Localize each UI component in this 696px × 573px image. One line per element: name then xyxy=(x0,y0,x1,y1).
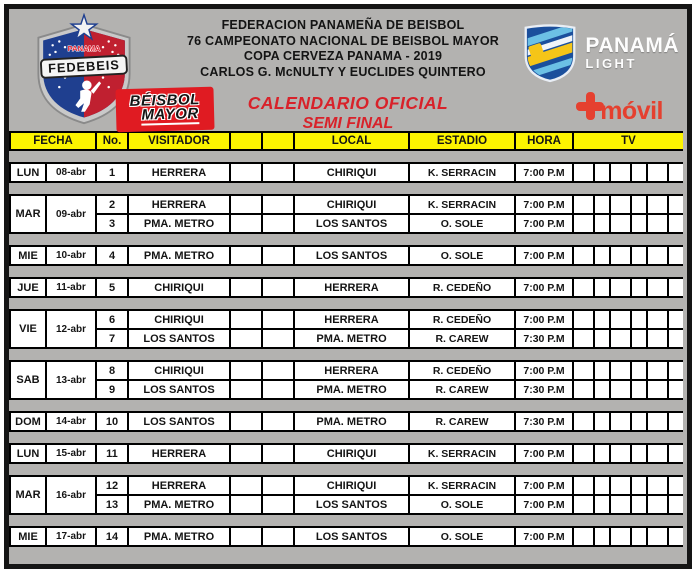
tv-box xyxy=(574,362,593,379)
score-box xyxy=(263,279,293,296)
game-number-cell: 5 xyxy=(97,279,127,296)
tv-box xyxy=(595,279,609,296)
score-box xyxy=(231,196,261,213)
local-cell: PMA. METRO xyxy=(295,330,408,347)
tv-box xyxy=(611,528,630,545)
score-box xyxy=(231,330,261,347)
tv-box xyxy=(669,496,683,513)
local-cell: CHIRIQUI xyxy=(295,164,408,181)
score-box xyxy=(263,196,293,213)
tv-box xyxy=(648,477,667,494)
hora-cell: 7:00 P.M xyxy=(516,496,572,513)
score-box xyxy=(263,311,293,328)
visitador-cell: CHIRIQUI xyxy=(129,362,229,379)
estadio-cell: K. SERRACIN xyxy=(410,477,514,494)
tv-box xyxy=(574,311,593,328)
tv-box xyxy=(611,279,630,296)
hora-cell: 7:30 P.M xyxy=(516,330,572,347)
header-score-box xyxy=(263,133,293,149)
tv-box xyxy=(611,247,630,264)
tv-box xyxy=(669,330,683,347)
hora-cell: 7:00 P.M xyxy=(516,196,572,213)
visitador-cell: HERRERA xyxy=(129,445,229,462)
panama-light-logo xyxy=(522,21,679,83)
hora-cell: 7:00 P.M xyxy=(516,215,572,232)
date-cell: 10-abr xyxy=(47,247,95,264)
visitador-cell: PMA. METRO xyxy=(129,528,229,545)
tv-box xyxy=(632,496,646,513)
game-number-cell: 13 xyxy=(97,496,127,513)
tv-box xyxy=(632,477,646,494)
federation-titles xyxy=(159,18,527,80)
schedule-header-row xyxy=(9,131,683,151)
score-box xyxy=(263,496,293,513)
movil-logo xyxy=(575,91,663,126)
tv-box xyxy=(595,311,609,328)
tv-box xyxy=(595,381,609,398)
day-cell: VIE xyxy=(11,311,45,347)
score-box xyxy=(231,413,261,430)
score-box xyxy=(231,362,261,379)
local-cell: LOS SANTOS xyxy=(295,528,408,545)
tv-box xyxy=(669,215,683,232)
fedebeis-country-label: PANAMA xyxy=(67,44,101,53)
visitador-cell: CHIRIQUI xyxy=(129,311,229,328)
score-box xyxy=(231,477,261,494)
movil-label: móvil xyxy=(600,97,663,125)
day-cell: MAR xyxy=(11,196,45,232)
tv-box xyxy=(611,477,630,494)
game-number-cell: 2 xyxy=(97,196,127,213)
tv-box xyxy=(632,381,646,398)
tv-box xyxy=(669,381,683,398)
day-cell: MAR xyxy=(11,477,45,513)
day-block xyxy=(9,443,683,464)
visitador-cell: PMA. METRO xyxy=(129,496,229,513)
day-block xyxy=(9,360,683,400)
day-block xyxy=(9,309,683,349)
hora-cell: 7:00 P.M xyxy=(516,477,572,494)
tv-box xyxy=(595,247,609,264)
hora-cell: 7:00 P.M xyxy=(516,247,572,264)
day-block xyxy=(9,526,683,547)
estadio-cell: K. SERRACIN xyxy=(410,196,514,213)
estadio-cell: K. SERRACIN xyxy=(410,164,514,181)
day-cell: MIE xyxy=(11,247,45,264)
score-box xyxy=(263,247,293,264)
tv-box xyxy=(595,477,609,494)
beisbol-mayor-line1: BÉISBOL xyxy=(129,91,201,110)
date-cell: 13-abr xyxy=(47,362,95,398)
tv-box xyxy=(595,362,609,379)
fedebeis-banner-label: FEDEBEIS xyxy=(47,57,121,76)
date-cell: 12-abr xyxy=(47,311,95,347)
game-number-cell: 8 xyxy=(97,362,127,379)
local-cell: HERRERA xyxy=(295,279,408,296)
tv-box xyxy=(648,311,667,328)
tv-box xyxy=(574,381,593,398)
tv-box xyxy=(595,215,609,232)
tv-box xyxy=(669,196,683,213)
tv-box xyxy=(648,528,667,545)
tv-box xyxy=(648,164,667,181)
schedule-table xyxy=(9,131,687,547)
score-box xyxy=(263,330,293,347)
tv-box xyxy=(611,496,630,513)
header-fecha: FECHA xyxy=(11,133,95,149)
estadio-cell: O. SOLE xyxy=(410,247,514,264)
day-cell: LUN xyxy=(11,164,45,181)
calendar-title-line1: CALENDARIO OFICIAL xyxy=(247,93,449,113)
hora-cell: 7:00 P.M xyxy=(516,528,572,545)
day-cell: MIE xyxy=(11,528,45,545)
tv-box xyxy=(611,215,630,232)
tv-box xyxy=(574,215,593,232)
tv-box xyxy=(574,279,593,296)
hora-cell: 7:00 P.M xyxy=(516,279,572,296)
tv-box xyxy=(632,247,646,264)
beisbol-mayor-line2: MAYOR xyxy=(141,105,199,124)
estadio-cell: R. CEDEÑO xyxy=(410,362,514,379)
local-cell: LOS SANTOS xyxy=(295,496,408,513)
tv-box xyxy=(595,330,609,347)
tv-box xyxy=(648,247,667,264)
score-box xyxy=(231,311,261,328)
score-box xyxy=(263,381,293,398)
date-cell: 08-abr xyxy=(47,164,95,181)
tv-box xyxy=(595,445,609,462)
tv-box xyxy=(574,496,593,513)
game-number-cell: 12 xyxy=(97,477,127,494)
tv-box xyxy=(669,311,683,328)
tv-box xyxy=(632,164,646,181)
visitador-cell: HERRERA xyxy=(129,477,229,494)
score-box xyxy=(263,445,293,462)
header-hora: HORA xyxy=(516,133,572,149)
score-box xyxy=(231,381,261,398)
panama-light-sub: LIGHT xyxy=(585,55,637,71)
tv-box xyxy=(632,311,646,328)
federation-line-1: FEDERACION PANAMEÑA DE BEISBOL xyxy=(221,18,465,32)
hora-cell: 7:00 P.M xyxy=(516,445,572,462)
tv-box xyxy=(632,330,646,347)
score-box xyxy=(231,247,261,264)
score-box xyxy=(263,215,293,232)
score-box xyxy=(231,528,261,545)
header-visitador: VISITADOR xyxy=(129,133,229,149)
visitador-cell: CHIRIQUI xyxy=(129,279,229,296)
estadio-cell: O. SOLE xyxy=(410,528,514,545)
tv-box xyxy=(574,247,593,264)
local-cell: HERRERA xyxy=(295,362,408,379)
estadio-cell: R. CEDEÑO xyxy=(410,311,514,328)
date-cell: 11-abr xyxy=(47,279,95,296)
tv-box xyxy=(611,311,630,328)
score-box xyxy=(263,362,293,379)
tv-box xyxy=(574,330,593,347)
score-box xyxy=(263,528,293,545)
tv-box xyxy=(611,445,630,462)
day-cell: DOM xyxy=(11,413,45,430)
tv-box xyxy=(669,362,683,379)
tv-box xyxy=(669,445,683,462)
tv-box xyxy=(595,413,609,430)
tv-box xyxy=(611,381,630,398)
score-box xyxy=(231,445,261,462)
tv-box xyxy=(648,381,667,398)
header-tv: TV xyxy=(574,133,683,149)
tv-box xyxy=(611,362,630,379)
local-cell: PMA. METRO xyxy=(295,413,408,430)
estadio-cell: R. CAREW xyxy=(410,381,514,398)
tv-box xyxy=(632,362,646,379)
header-no: No. xyxy=(97,133,127,149)
federation-line-3: COPA CERVEZA PANAMA - 2019 xyxy=(243,49,443,63)
day-block xyxy=(9,277,683,298)
tv-box xyxy=(574,528,593,545)
score-box xyxy=(263,413,293,430)
score-box xyxy=(231,496,261,513)
game-number-cell: 6 xyxy=(97,311,127,328)
visitador-cell: LOS SANTOS xyxy=(129,413,229,430)
tv-box xyxy=(632,445,646,462)
tv-box xyxy=(648,413,667,430)
tv-box xyxy=(632,196,646,213)
game-number-cell: 7 xyxy=(97,330,127,347)
hora-cell: 7:30 P.M xyxy=(516,381,572,398)
tv-box xyxy=(574,413,593,430)
tv-box xyxy=(669,528,683,545)
day-block xyxy=(9,411,683,432)
estadio-cell: O. SOLE xyxy=(410,215,514,232)
visitador-cell: HERRERA xyxy=(129,196,229,213)
tv-box xyxy=(611,330,630,347)
day-block xyxy=(9,162,683,183)
day-block xyxy=(9,245,683,266)
tv-box xyxy=(648,362,667,379)
tv-box xyxy=(648,279,667,296)
day-cell: SAB xyxy=(11,362,45,398)
game-number-cell: 1 xyxy=(97,164,127,181)
federation-line-4: CARLOS G. McNULTY Y EUCLIDES QUINTERO xyxy=(200,64,486,79)
hora-cell: 7:00 P.M xyxy=(516,164,572,181)
game-number-cell: 3 xyxy=(97,215,127,232)
header-estadio: ESTADIO xyxy=(410,133,514,149)
visitador-cell: LOS SANTOS xyxy=(129,381,229,398)
tv-box xyxy=(632,215,646,232)
day-block xyxy=(9,475,683,515)
visitador-cell: LOS SANTOS xyxy=(129,330,229,347)
visitador-cell: PMA. METRO xyxy=(129,215,229,232)
tv-box xyxy=(669,164,683,181)
date-cell: 16-abr xyxy=(47,477,95,513)
document-frame xyxy=(4,4,692,569)
tv-box xyxy=(611,196,630,213)
tv-box xyxy=(595,496,609,513)
game-number-cell: 4 xyxy=(97,247,127,264)
tv-box xyxy=(669,247,683,264)
tv-box xyxy=(648,215,667,232)
tv-box xyxy=(648,196,667,213)
local-cell: LOS SANTOS xyxy=(295,215,408,232)
hora-cell: 7:00 P.M xyxy=(516,311,572,328)
panama-light-name: PANAMÁ xyxy=(585,33,679,57)
local-cell: PMA. METRO xyxy=(295,381,408,398)
visitador-cell: HERRERA xyxy=(129,164,229,181)
score-box xyxy=(263,164,293,181)
document-header xyxy=(9,9,687,131)
tv-box xyxy=(648,330,667,347)
score-box xyxy=(231,164,261,181)
date-cell: 15-abr xyxy=(47,445,95,462)
estadio-cell: R. CAREW xyxy=(410,413,514,430)
day-cell: LUN xyxy=(11,445,45,462)
date-cell: 09-abr xyxy=(47,196,95,232)
header-local: LOCAL xyxy=(295,133,408,149)
tv-box xyxy=(595,164,609,181)
game-number-cell: 9 xyxy=(97,381,127,398)
local-cell: LOS SANTOS xyxy=(295,247,408,264)
estadio-cell: K. SERRACIN xyxy=(410,445,514,462)
hora-cell: 7:30 P.M xyxy=(516,413,572,430)
game-number-cell: 11 xyxy=(97,445,127,462)
tv-box xyxy=(611,413,630,430)
tv-box xyxy=(611,164,630,181)
hora-cell: 7:00 P.M xyxy=(516,362,572,379)
tv-box xyxy=(632,528,646,545)
tv-box xyxy=(574,445,593,462)
visitador-cell: PMA. METRO xyxy=(129,247,229,264)
tv-box xyxy=(648,445,667,462)
calendar-title-line2: SEMI FINAL xyxy=(302,115,394,132)
date-cell: 17-abr xyxy=(47,528,95,545)
tv-box xyxy=(574,477,593,494)
day-block xyxy=(9,194,683,234)
tv-box xyxy=(574,196,593,213)
day-cell: JUE xyxy=(11,279,45,296)
local-cell: CHIRIQUI xyxy=(295,445,408,462)
game-number-cell: 10 xyxy=(97,413,127,430)
tv-box xyxy=(669,279,683,296)
tv-box xyxy=(595,528,609,545)
tv-box xyxy=(632,279,646,296)
header-score-box xyxy=(231,133,261,149)
tv-box xyxy=(648,496,667,513)
estadio-cell: R. CAREW xyxy=(410,330,514,347)
estadio-cell: R. CEDEÑO xyxy=(410,279,514,296)
panama-light-shield-icon xyxy=(522,21,578,83)
tv-box xyxy=(632,413,646,430)
tv-box xyxy=(669,413,683,430)
local-cell: CHIRIQUI xyxy=(295,196,408,213)
score-box xyxy=(231,279,261,296)
game-number-cell: 14 xyxy=(97,528,127,545)
score-box xyxy=(263,477,293,494)
local-cell: CHIRIQUI xyxy=(295,477,408,494)
score-box xyxy=(231,215,261,232)
estadio-cell: O. SOLE xyxy=(410,496,514,513)
date-cell: 14-abr xyxy=(47,413,95,430)
local-cell: HERRERA xyxy=(295,311,408,328)
tv-box xyxy=(574,164,593,181)
federation-line-2: 76 CAMPEONATO NACIONAL DE BEISBOL MAYOR xyxy=(186,33,499,48)
tv-box xyxy=(669,477,683,494)
tv-box xyxy=(595,196,609,213)
